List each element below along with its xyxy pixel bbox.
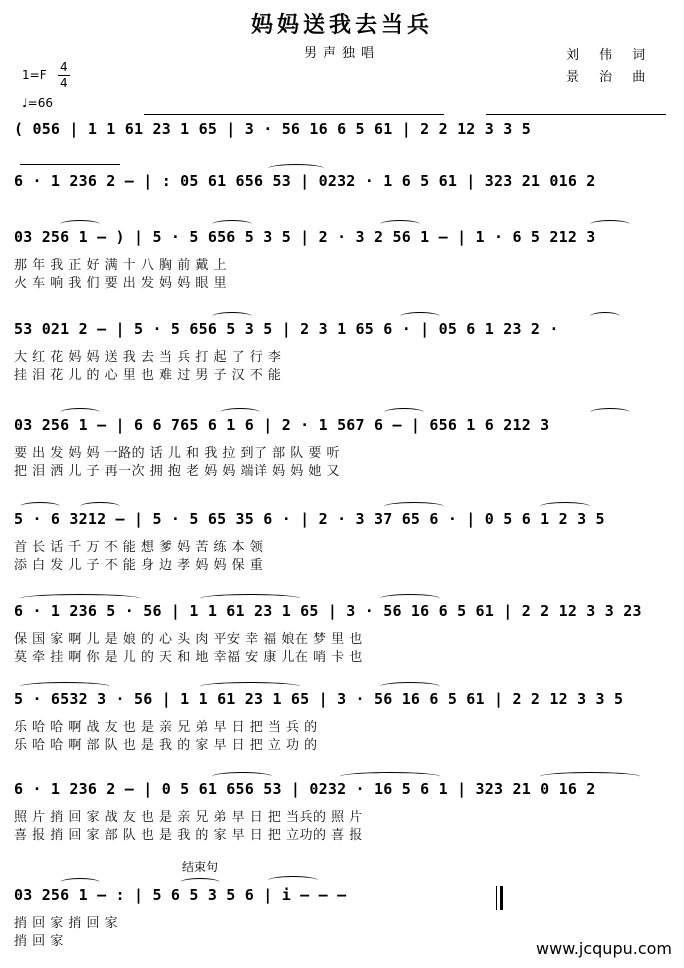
lyric-line-verse-2: 火 车 响 我 们 要 出 发 妈 妈 眼 里 xyxy=(14,276,227,291)
lyric-line-verse-2: 莫 牵 挂 啊 你 是 儿 的 天 和 地 幸福 安 康 儿在 哨 卡 也 xyxy=(14,650,363,665)
lyric-line-verse-1: 乐 哈 哈 啊 战 友 也 是 亲 兄 弟 早 日 把 当 兵 的 xyxy=(14,720,318,735)
lyric-line-verse-1: 那 年 我 正 好 满 十 八 胸 前 戴 上 xyxy=(14,258,227,273)
song-title: 妈妈送我去当兵 xyxy=(250,13,433,38)
lyric-line-verse-2: 捎 回 家 xyxy=(14,934,64,949)
notation-line: 03 256 1 — ) | 5 · 5 656 5 3 5 | 2 · 3 2 56 1 — | 1 · 6 5 212 3 xyxy=(14,228,596,246)
final-barline xyxy=(496,886,497,910)
lyric-line-verse-2: 乐 哈 哈 啊 部 队 也 是 我 的 家 早 日 把 立 功 的 xyxy=(14,738,318,753)
lyric-line-verse-1: 首 长 话 千 万 不 能 想 爹 妈 苦 练 本 领 xyxy=(14,540,264,555)
phrase-line xyxy=(144,114,444,115)
lyric-line-verse-1: 捎 回 家 捎 回 家 xyxy=(14,916,119,931)
lyricist-credit: 刘 伟 词 xyxy=(566,48,654,63)
time-signature-bottom: 4 xyxy=(60,76,68,90)
composer-credit: 景 治 曲 xyxy=(566,70,654,85)
key-signature: 1=F xyxy=(22,68,47,82)
slur-mark xyxy=(590,408,630,417)
slur-mark xyxy=(268,876,318,885)
phrase-line xyxy=(486,114,666,115)
lyric-line-verse-1: 大 红 花 妈 妈 送 我 去 当 兵 打 起 了 行 李 xyxy=(14,350,282,365)
notation-line: 03 256 1 — : | 5 6 5 3 5 6 | i — — — xyxy=(14,886,347,904)
lyric-line-verse-2: 挂 泪 花 儿 的 心 里 也 难 过 男 子 汉 不 能 xyxy=(14,368,282,383)
lyric-line-verse-1: 要 出 发 妈 妈 一路的 话 儿 和 我 拉 到了 部 队 要 听 xyxy=(14,446,340,461)
notation-line: 6 · 1 236 5 · 56 | 1 1 61 23 1 65 | 3 · 56 16 6 5 61 | 2 2 12 3 3 23 xyxy=(14,602,642,620)
notation-line: 03 256 1 — | 6 6 765 6 1 6 | 2 · 1 567 6 — | 656 1 6 212 3 xyxy=(14,416,550,434)
ending-label: 结束句 xyxy=(182,860,219,874)
watermark-url: www.jcqupu.com xyxy=(536,939,672,958)
phrase-line xyxy=(20,164,120,165)
notation-line: 6 · 1 236 2 — | 0 5 61 656 53 | 0232 · 16 5 6 1 | 323 21 0 16 2 xyxy=(14,780,596,798)
lyric-line-verse-1: 照 片 捎 回 家 战 友 也 是 亲 兄 弟 早 日 把 当兵的 照 片 xyxy=(14,810,363,825)
notation-line: 6 · 1 236 2 — | : 05 61 656 53 | 0232 · 1 6 5 61 | 323 21 016 2 xyxy=(14,172,596,190)
lyric-line-verse-2: 喜 报 捎 回 家 部 队 也 是 我 的 家 早 日 把 立功的 喜 报 xyxy=(14,828,363,843)
song-subtitle: 男声独唱 xyxy=(303,46,380,61)
lyric-line-verse-2: 添 白 发 儿 子 不 能 身 边 孝 妈 妈 保 重 xyxy=(14,558,264,573)
lyric-line-verse-2: 把 泪 洒 儿 子 再一次 拥 抱 老 妈 妈 端详 妈 妈 她 又 xyxy=(14,464,340,479)
time-signature-top: 4 xyxy=(60,60,68,74)
slur-mark xyxy=(590,220,630,229)
notation-line: 53 021 2 — | 5 · 5 656 5 3 5 | 2 3 1 65 6 · | 05 6 1 23 2 · xyxy=(14,320,559,338)
notation-line: 5 · 6532 3 · 56 | 1 1 61 23 1 65 | 3 · 56 16 6 5 61 | 2 2 12 3 3 5 xyxy=(14,690,624,708)
slur-mark xyxy=(590,312,620,321)
notation-line: ( 056 | 1 1 61 23 1 65 | 3 · 56 16 6 5 61 | 2 2 12 3 3 5 xyxy=(14,120,531,138)
lyric-line-verse-1: 保 国 家 啊 儿 是 娘 的 心 头 肉 平安 幸 福 娘在 梦 里 也 xyxy=(14,632,363,647)
tempo-marking: ♩=66 xyxy=(22,96,53,110)
final-barline-thick xyxy=(500,886,503,910)
notation-line: 5 · 6 3212 — | 5 · 5 65 35 6 · | 2 · 3 37 65 6 · | 0 5 6 1 2 3 5 xyxy=(14,510,605,528)
